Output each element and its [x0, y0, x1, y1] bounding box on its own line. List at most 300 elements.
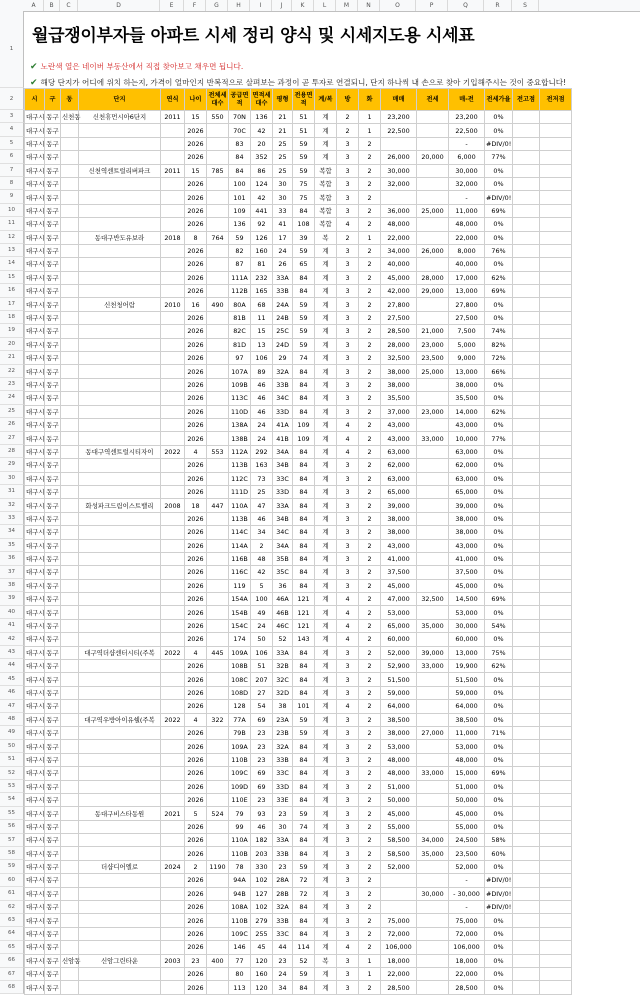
table-cell[interactable]: 81: [251, 258, 273, 271]
table-cell[interactable]: 동구: [45, 646, 61, 659]
table-cell[interactable]: 33,000: [417, 660, 449, 673]
table-cell[interactable]: 48: [251, 552, 273, 565]
table-cell[interactable]: 3: [337, 137, 359, 150]
table-cell[interactable]: [540, 606, 572, 619]
row-number[interactable]: 33: [0, 512, 24, 525]
table-cell[interactable]: 9,000: [449, 352, 485, 365]
table-cell[interactable]: 2: [359, 579, 381, 592]
table-cell[interactable]: 0%: [485, 472, 513, 485]
table-cell[interactable]: 2026: [185, 700, 207, 713]
table-cell[interactable]: 33D: [273, 485, 293, 498]
table-cell[interactable]: 66%: [485, 365, 513, 378]
table-cell[interactable]: 102: [251, 874, 273, 887]
column-letter-C[interactable]: C: [60, 0, 78, 11]
table-cell[interactable]: 대구시: [25, 686, 45, 699]
table-cell[interactable]: 108D: [229, 686, 251, 699]
table-cell[interactable]: [540, 512, 572, 525]
table-cell[interactable]: [513, 753, 540, 766]
table-cell[interactable]: [513, 418, 540, 431]
table-cell[interactable]: [540, 539, 572, 552]
table-cell[interactable]: [61, 204, 79, 217]
table-cell[interactable]: 3: [337, 392, 359, 405]
table-cell[interactable]: 2: [359, 753, 381, 766]
table-cell[interactable]: 2: [359, 767, 381, 780]
row-number[interactable]: 13: [0, 244, 24, 257]
table-cell[interactable]: [79, 338, 161, 351]
table-cell[interactable]: 동구: [45, 124, 61, 137]
table-cell[interactable]: [417, 927, 449, 940]
table-cell[interactable]: 계: [315, 593, 337, 606]
table-cell[interactable]: 대구역우방아이유쉘(주복: [79, 713, 161, 726]
table-cell[interactable]: 0%: [485, 111, 513, 124]
table-cell[interactable]: 62%: [485, 405, 513, 418]
header-cell[interactable]: 평형: [273, 89, 293, 111]
table-cell[interactable]: [513, 432, 540, 445]
table-cell[interactable]: [513, 646, 540, 659]
table-cell[interactable]: 대구시: [25, 151, 45, 164]
table-cell[interactable]: 30: [273, 820, 293, 833]
table-cell[interactable]: [417, 579, 449, 592]
table-cell[interactable]: 38,500: [381, 713, 417, 726]
table-cell[interactable]: [540, 472, 572, 485]
table-cell[interactable]: [417, 459, 449, 472]
table-cell[interactable]: [513, 231, 540, 244]
table-cell[interactable]: 0%: [485, 164, 513, 177]
table-cell[interactable]: [79, 204, 161, 217]
table-cell[interactable]: 2026: [185, 526, 207, 539]
table-cell[interactable]: 77%: [485, 151, 513, 164]
table-cell[interactable]: 2026: [185, 459, 207, 472]
table-cell[interactable]: 27: [251, 686, 273, 699]
table-cell[interactable]: 1: [359, 124, 381, 137]
table-cell[interactable]: 100: [229, 177, 251, 190]
table-cell[interactable]: [513, 539, 540, 552]
table-cell[interactable]: [161, 258, 185, 271]
table-cell[interactable]: 87: [229, 258, 251, 271]
table-cell[interactable]: [161, 901, 185, 914]
table-cell[interactable]: 15: [185, 164, 207, 177]
table-cell[interactable]: 대구시: [25, 793, 45, 806]
table-cell[interactable]: [207, 726, 229, 739]
table-cell[interactable]: 51: [293, 124, 315, 137]
table-cell[interactable]: 112C: [229, 472, 251, 485]
table-cell[interactable]: [207, 874, 229, 887]
table-cell[interactable]: 41B: [273, 432, 293, 445]
table-cell[interactable]: 2008: [161, 499, 185, 512]
table-cell[interactable]: 3: [337, 472, 359, 485]
table-cell[interactable]: 46B: [273, 606, 293, 619]
table-cell[interactable]: 복합: [315, 204, 337, 217]
table-cell[interactable]: [513, 285, 540, 298]
table-cell[interactable]: 3: [337, 887, 359, 900]
table-cell[interactable]: 계: [315, 713, 337, 726]
table-cell[interactable]: [540, 660, 572, 673]
table-cell[interactable]: 11,000: [449, 204, 485, 217]
table-cell[interactable]: 2: [359, 445, 381, 458]
table-cell[interactable]: 2026: [185, 847, 207, 860]
table-cell[interactable]: 신천청어람: [79, 298, 161, 311]
table-cell[interactable]: 동대구역센트럴시티자이: [79, 445, 161, 458]
table-cell[interactable]: [79, 151, 161, 164]
table-cell[interactable]: 0%: [485, 445, 513, 458]
table-cell[interactable]: 13,000: [449, 285, 485, 298]
table-cell[interactable]: [513, 459, 540, 472]
table-cell[interactable]: [540, 968, 572, 981]
table-cell[interactable]: 109C: [229, 767, 251, 780]
table-cell[interactable]: 13: [251, 338, 273, 351]
table-cell[interactable]: [79, 793, 161, 806]
table-cell[interactable]: 33C: [273, 472, 293, 485]
table-cell[interactable]: 2: [359, 847, 381, 860]
table-cell[interactable]: 34: [273, 981, 293, 994]
table-cell[interactable]: 93: [251, 807, 273, 820]
table-cell[interactable]: 동구: [45, 204, 61, 217]
table-cell[interactable]: 36,000: [381, 204, 417, 217]
table-cell[interactable]: 0%: [485, 539, 513, 552]
table-cell[interactable]: 대구시: [25, 887, 45, 900]
table-cell[interactable]: 동구: [45, 526, 61, 539]
table-cell[interactable]: [417, 820, 449, 833]
table-cell[interactable]: [207, 914, 229, 927]
table-cell[interactable]: 대구시: [25, 298, 45, 311]
table-cell[interactable]: [207, 124, 229, 137]
table-cell[interactable]: 계: [315, 686, 337, 699]
table-cell[interactable]: [540, 204, 572, 217]
table-cell[interactable]: 3: [337, 164, 359, 177]
table-cell[interactable]: 23,500: [449, 847, 485, 860]
table-cell[interactable]: [79, 820, 161, 833]
table-cell[interactable]: 1190: [207, 860, 229, 873]
header-cell[interactable]: 공급면적: [229, 89, 251, 111]
table-cell[interactable]: [513, 164, 540, 177]
table-cell[interactable]: 34A: [273, 539, 293, 552]
row-number[interactable]: 56: [0, 820, 24, 833]
table-cell[interactable]: [61, 968, 79, 981]
table-cell[interactable]: [513, 124, 540, 137]
table-cell[interactable]: 160: [251, 244, 273, 257]
table-cell[interactable]: 101: [293, 700, 315, 713]
table-cell[interactable]: 53,000: [449, 606, 485, 619]
table-cell[interactable]: 대구시: [25, 807, 45, 820]
table-cell[interactable]: 동구: [45, 887, 61, 900]
table-cell[interactable]: 대구시: [25, 941, 45, 954]
table-cell[interactable]: [161, 459, 185, 472]
table-cell[interactable]: [61, 847, 79, 860]
table-cell[interactable]: 2026: [185, 285, 207, 298]
table-cell[interactable]: 대구시: [25, 673, 45, 686]
table-cell[interactable]: [61, 352, 79, 365]
table-cell[interactable]: [207, 887, 229, 900]
row-number[interactable]: 22: [0, 365, 24, 378]
table-cell[interactable]: [61, 151, 79, 164]
table-cell[interactable]: 24D: [273, 338, 293, 351]
table-cell[interactable]: 계: [315, 365, 337, 378]
table-cell[interactable]: 2: [359, 244, 381, 257]
row-number[interactable]: 51: [0, 753, 24, 766]
table-cell[interactable]: [61, 887, 79, 900]
table-cell[interactable]: [540, 151, 572, 164]
table-cell[interactable]: 41,000: [449, 552, 485, 565]
row-number[interactable]: 34: [0, 525, 24, 538]
table-cell[interactable]: [61, 512, 79, 525]
table-cell[interactable]: 36: [273, 579, 293, 592]
table-cell[interactable]: 2: [359, 191, 381, 204]
table-cell[interactable]: [207, 244, 229, 257]
table-cell[interactable]: [513, 941, 540, 954]
table-cell[interactable]: [161, 552, 185, 565]
table-cell[interactable]: [207, 793, 229, 806]
table-cell[interactable]: 84: [293, 365, 315, 378]
table-cell[interactable]: 계: [315, 392, 337, 405]
table-cell[interactable]: 2026: [185, 941, 207, 954]
table-cell[interactable]: 3: [337, 807, 359, 820]
table-cell[interactable]: [79, 392, 161, 405]
table-cell[interactable]: 165: [251, 285, 273, 298]
table-cell[interactable]: 계: [315, 338, 337, 351]
table-cell[interactable]: [61, 459, 79, 472]
table-cell[interactable]: 70N: [229, 111, 251, 124]
row-number[interactable]: 21: [0, 351, 24, 364]
table-cell[interactable]: 2026: [185, 566, 207, 579]
table-cell[interactable]: -: [449, 874, 485, 887]
table-cell[interactable]: [381, 874, 417, 887]
table-cell[interactable]: 69%: [485, 767, 513, 780]
table-cell[interactable]: 동구: [45, 593, 61, 606]
table-cell[interactable]: 대구시: [25, 204, 45, 217]
table-cell[interactable]: 111A: [229, 271, 251, 284]
table-cell[interactable]: [513, 968, 540, 981]
table-cell[interactable]: [540, 311, 572, 324]
table-cell[interactable]: 4: [337, 606, 359, 619]
table-cell[interactable]: 2026: [185, 633, 207, 646]
table-cell[interactable]: 3: [337, 579, 359, 592]
table-cell[interactable]: 0%: [485, 606, 513, 619]
table-cell[interactable]: 113B: [229, 459, 251, 472]
table-cell[interactable]: [540, 552, 572, 565]
table-cell[interactable]: [540, 392, 572, 405]
table-cell[interactable]: 8: [185, 231, 207, 244]
table-cell[interactable]: 0%: [485, 218, 513, 231]
table-cell[interactable]: [417, 392, 449, 405]
table-cell[interactable]: [540, 325, 572, 338]
table-cell[interactable]: [540, 352, 572, 365]
table-cell[interactable]: 3: [337, 405, 359, 418]
table-cell[interactable]: 계: [315, 137, 337, 150]
table-cell[interactable]: [207, 378, 229, 391]
table-cell[interactable]: 대구시: [25, 646, 45, 659]
table-cell[interactable]: 동구: [45, 753, 61, 766]
table-cell[interactable]: 34C: [273, 526, 293, 539]
table-cell[interactable]: [540, 860, 572, 873]
table-cell[interactable]: 동구: [45, 700, 61, 713]
table-cell[interactable]: 34,000: [417, 834, 449, 847]
table-cell[interactable]: 3: [337, 566, 359, 579]
table-cell[interactable]: 81D: [229, 338, 251, 351]
table-cell[interactable]: 110A: [229, 499, 251, 512]
table-cell[interactable]: [79, 780, 161, 793]
table-cell[interactable]: [61, 177, 79, 190]
table-cell[interactable]: 더샵디어엘로: [79, 860, 161, 873]
table-cell[interactable]: [540, 780, 572, 793]
table-cell[interactable]: [61, 311, 79, 324]
table-cell[interactable]: 동구: [45, 606, 61, 619]
row-number[interactable]: 41: [0, 619, 24, 632]
table-cell[interactable]: 23,000: [417, 405, 449, 418]
table-cell[interactable]: 3: [337, 767, 359, 780]
table-cell[interactable]: [161, 204, 185, 217]
table-cell[interactable]: 2: [359, 633, 381, 646]
table-cell[interactable]: 43,000: [381, 418, 417, 431]
table-cell[interactable]: [417, 512, 449, 525]
table-cell[interactable]: [513, 767, 540, 780]
row-number[interactable]: 24: [0, 391, 24, 404]
table-cell[interactable]: 24,500: [449, 834, 485, 847]
row-number[interactable]: 30: [0, 472, 24, 485]
table-cell[interactable]: [61, 472, 79, 485]
table-cell[interactable]: 2: [359, 418, 381, 431]
table-cell[interactable]: [540, 740, 572, 753]
table-cell[interactable]: 112A: [229, 445, 251, 458]
table-cell[interactable]: [207, 392, 229, 405]
table-cell[interactable]: 0%: [485, 552, 513, 565]
table-cell[interactable]: 43,000: [449, 539, 485, 552]
table-cell[interactable]: [417, 137, 449, 150]
table-cell[interactable]: 24: [251, 619, 273, 632]
table-cell[interactable]: 35B: [273, 552, 293, 565]
table-cell[interactable]: [540, 244, 572, 257]
table-cell[interactable]: [61, 941, 79, 954]
table-cell[interactable]: 28B: [273, 887, 293, 900]
table-cell[interactable]: 44: [273, 941, 293, 954]
table-cell[interactable]: 대구시: [25, 231, 45, 244]
table-cell[interactable]: 146: [229, 941, 251, 954]
table-cell[interactable]: [161, 968, 185, 981]
table-cell[interactable]: 동구: [45, 485, 61, 498]
table-cell[interactable]: 109B: [229, 378, 251, 391]
table-cell[interactable]: 51,000: [381, 780, 417, 793]
table-cell[interactable]: 계: [315, 459, 337, 472]
table-cell[interactable]: 46: [251, 820, 273, 833]
table-cell[interactable]: 119: [229, 579, 251, 592]
table-cell[interactable]: 28,500: [381, 981, 417, 994]
table-cell[interactable]: 2026: [185, 418, 207, 431]
table-cell[interactable]: [61, 579, 79, 592]
table-cell[interactable]: 46C: [273, 619, 293, 632]
table-cell[interactable]: 대구시: [25, 713, 45, 726]
table-cell[interactable]: [79, 285, 161, 298]
table-cell[interactable]: 28A: [273, 874, 293, 887]
row-number[interactable]: 15: [0, 271, 24, 284]
table-cell[interactable]: 2: [359, 271, 381, 284]
table-cell[interactable]: 25: [273, 164, 293, 177]
table-cell[interactable]: 29: [273, 352, 293, 365]
table-cell[interactable]: 3: [337, 459, 359, 472]
header-cell[interactable]: 화: [359, 89, 381, 111]
table-cell[interactable]: [161, 700, 185, 713]
table-cell[interactable]: 441: [251, 204, 273, 217]
table-cell[interactable]: 2: [359, 887, 381, 900]
table-cell[interactable]: [61, 218, 79, 231]
table-cell[interactable]: [207, 352, 229, 365]
table-cell[interactable]: [207, 365, 229, 378]
table-cell[interactable]: 33B: [273, 914, 293, 927]
table-cell[interactable]: [161, 660, 185, 673]
table-cell[interactable]: 30: [273, 177, 293, 190]
table-cell[interactable]: 2: [359, 726, 381, 739]
table-cell[interactable]: [79, 901, 161, 914]
table-cell[interactable]: [513, 660, 540, 673]
row-number[interactable]: 31: [0, 485, 24, 498]
table-cell[interactable]: 복합: [315, 218, 337, 231]
table-cell[interactable]: [417, 686, 449, 699]
table-cell[interactable]: 4: [185, 646, 207, 659]
table-cell[interactable]: [207, 552, 229, 565]
table-cell[interactable]: [161, 686, 185, 699]
table-cell[interactable]: 154B: [229, 606, 251, 619]
table-cell[interactable]: [513, 311, 540, 324]
row-number[interactable]: 47: [0, 700, 24, 713]
table-cell[interactable]: 113B: [229, 512, 251, 525]
table-cell[interactable]: 4: [185, 713, 207, 726]
table-cell[interactable]: 동구: [45, 365, 61, 378]
table-cell[interactable]: 동구: [45, 405, 61, 418]
table-cell[interactable]: 15: [185, 111, 207, 124]
table-cell[interactable]: 2026: [185, 177, 207, 190]
table-cell[interactable]: 121: [293, 619, 315, 632]
header-cell[interactable]: 단지: [79, 89, 161, 111]
table-cell[interactable]: 2010: [161, 298, 185, 311]
table-cell[interactable]: 0%: [485, 673, 513, 686]
table-cell[interactable]: 2026: [185, 579, 207, 592]
table-cell[interactable]: 3: [337, 646, 359, 659]
table-cell[interactable]: 동구: [45, 901, 61, 914]
table-cell[interactable]: 2: [359, 485, 381, 498]
row-number[interactable]: 14: [0, 257, 24, 270]
table-cell[interactable]: [207, 566, 229, 579]
header-cell[interactable]: 전세: [417, 89, 449, 111]
table-cell[interactable]: [540, 834, 572, 847]
table-cell[interactable]: 2: [359, 204, 381, 217]
table-cell[interactable]: [540, 445, 572, 458]
table-cell[interactable]: 3: [337, 847, 359, 860]
table-cell[interactable]: 46: [251, 392, 273, 405]
table-cell[interactable]: 28,500: [449, 981, 485, 994]
table-cell[interactable]: 84: [293, 673, 315, 686]
header-cell[interactable]: 시: [25, 89, 45, 111]
table-cell[interactable]: 22,000: [449, 968, 485, 981]
table-cell[interactable]: 38: [273, 700, 293, 713]
table-cell[interactable]: 33D: [273, 780, 293, 793]
row-number[interactable]: 45: [0, 673, 24, 686]
table-cell[interactable]: 2011: [161, 164, 185, 177]
table-cell[interactable]: [161, 673, 185, 686]
table-cell[interactable]: 50,000: [449, 793, 485, 806]
table-cell[interactable]: [161, 740, 185, 753]
table-cell[interactable]: [207, 539, 229, 552]
table-cell[interactable]: 55,000: [381, 820, 417, 833]
table-cell[interactable]: 46: [251, 405, 273, 418]
column-letter-G[interactable]: G: [206, 0, 228, 11]
table-cell[interactable]: [513, 606, 540, 619]
row-number[interactable]: 52: [0, 767, 24, 780]
table-cell[interactable]: [540, 526, 572, 539]
table-cell[interactable]: [417, 633, 449, 646]
table-cell[interactable]: [513, 593, 540, 606]
table-cell[interactable]: 11: [251, 311, 273, 324]
table-cell[interactable]: 2: [359, 177, 381, 190]
table-cell[interactable]: [417, 780, 449, 793]
table-cell[interactable]: 동구: [45, 352, 61, 365]
